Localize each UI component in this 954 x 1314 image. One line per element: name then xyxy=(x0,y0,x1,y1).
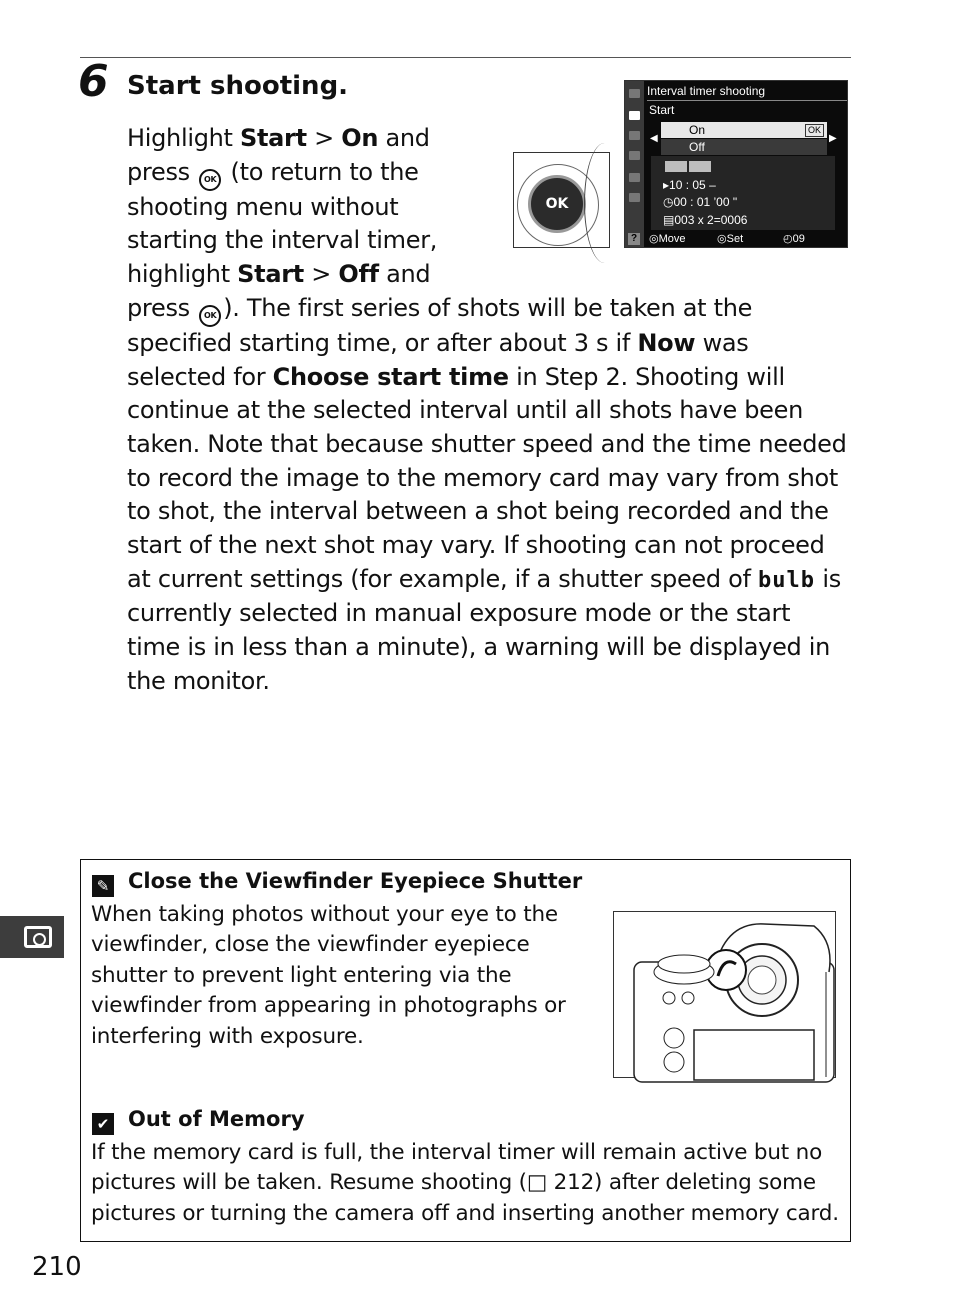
ok-button-illustration xyxy=(513,152,610,248)
setup-icon xyxy=(629,151,640,160)
ok-button-icon: OK xyxy=(199,169,221,191)
interval-readout: ◷00 : 01 ’00 " xyxy=(663,195,738,209)
shooting-section-tab xyxy=(0,916,64,958)
menu-sidebar xyxy=(625,81,644,247)
ok-button-icon: OK xyxy=(199,305,221,327)
note2-heading: ✔ Out of Memory xyxy=(92,1106,305,1135)
pencil-icon xyxy=(629,131,640,140)
checkmark-icon: ✔ xyxy=(92,1113,114,1135)
option-on[interactable]: On OK xyxy=(661,122,827,138)
footer-time: 09 : 30 xyxy=(792,233,805,277)
shots-readout: ▤003 x 2=0006 xyxy=(663,213,748,227)
bulb-lcd-text: bulb xyxy=(758,567,816,593)
footer-set: Set xyxy=(726,233,744,245)
help-icon: ? xyxy=(628,233,640,245)
menu-title: Interval timer shooting xyxy=(647,82,847,101)
option-off[interactable]: Off xyxy=(661,139,827,155)
step-title: Start shooting. xyxy=(127,71,349,101)
right-arrow-icon: ▶ xyxy=(829,133,837,144)
step-body: Highlight Start > On and press OK (to return to the shooting menu without starting the interval timer, highlight Start > Off and press OK ). The first series of shots will be taken at the specified starting time, or after about 3 s if Now was selected for Choose start time in Step 2. Shooting will continue at the selected interval until all shots have been taken. Note that because shutter speed and the time needed to record the image to the memory card may vary from shot to shot, the interval between a shot being recorded and the start of the next shot may vary. If shooting can not proceed at current settings (for example, if a shutter speed of bulb is currently selected in manual exposure mode or the start time is in less than a minute), a warning will be displayed in the monitor. xyxy=(127,124,847,695)
playback-icon xyxy=(629,89,640,98)
step-number: 6 xyxy=(78,56,109,107)
recent-settings-icon xyxy=(629,193,640,202)
top-rule xyxy=(80,57,851,58)
menu-item-start: Start xyxy=(649,103,675,117)
interval-timer-menu-screen xyxy=(624,80,848,277)
footer-move: Move xyxy=(658,233,686,245)
note2-text: If the memory card is full, the interval timer will remain active but no pictures will be taken. Resume shooting (□ 212) after deleting some pictures or turning the camera off and inserting another memory card. xyxy=(91,1140,839,1226)
note1-text: When taking photos without your eye to the viewfinder, close the viewfinder eyepiece shutter to prevent light entering via the viewfinder from appearing in photographs or interfering with exposure. xyxy=(91,902,566,1049)
start-time-readout: ▸10 : 05 – xyxy=(663,178,716,192)
info-tabs xyxy=(665,159,715,171)
shooting-menu-icon xyxy=(629,111,640,120)
menu-footer: ◎ Move ◎ Set ◴ 09 : 30 xyxy=(649,233,805,277)
camera-eyepiece-illustration xyxy=(613,911,836,1078)
retouch-icon xyxy=(629,173,640,182)
page-number: 210 xyxy=(32,1252,82,1282)
pencil-icon: ✎ xyxy=(92,875,114,897)
note1-heading: ✎ Close the Viewfinder Eyepiece Shutter xyxy=(92,868,582,897)
ok-button-graphic: OK xyxy=(528,175,586,233)
left-arrow-icon: ◀ xyxy=(650,133,658,144)
camera-icon xyxy=(24,926,52,948)
ok-badge: OK xyxy=(805,124,824,137)
